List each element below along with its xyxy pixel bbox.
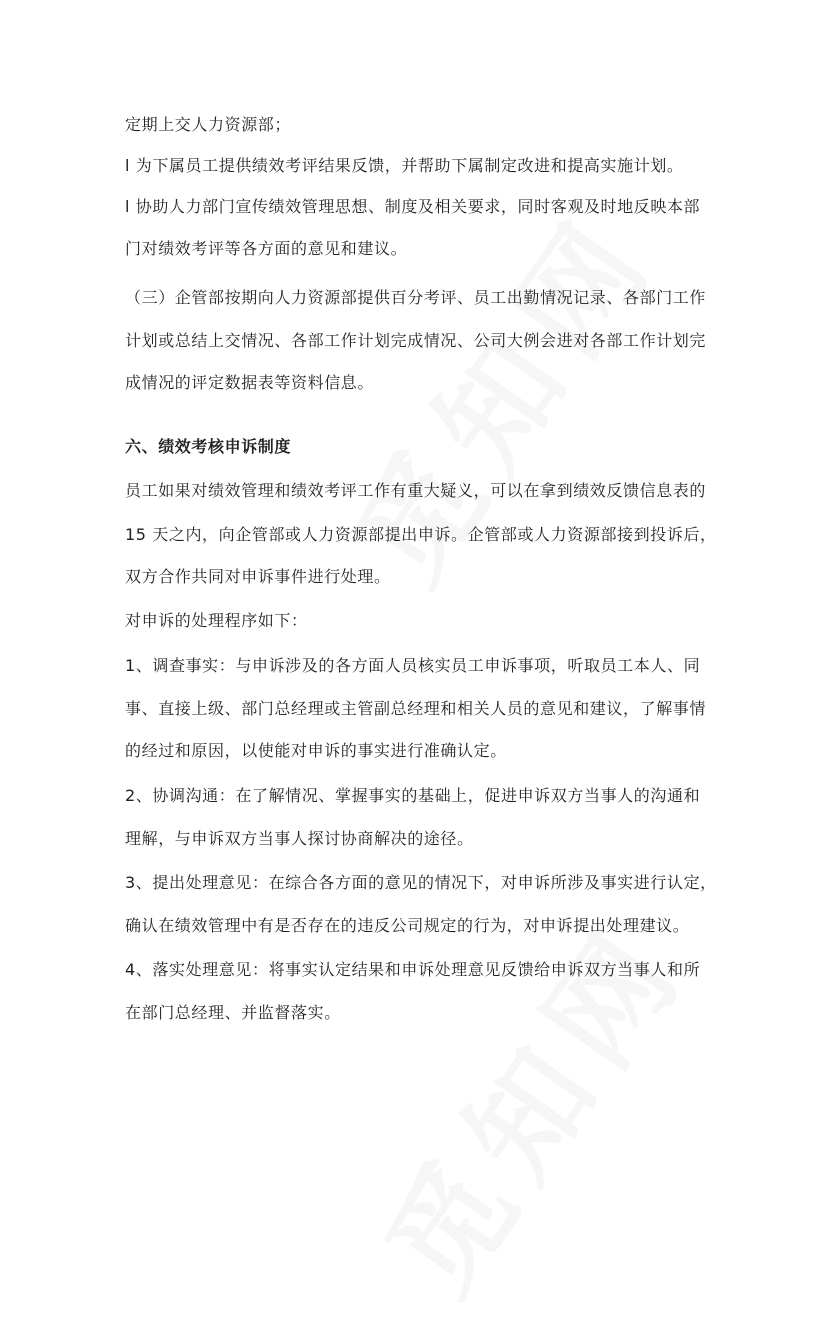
paragraph-line: 员工如果对绩效管理和绩效考评工作有重大疑义，可以在拿到绩效反馈信息表的 [125, 481, 707, 500]
bullet-item: l 为下属员工提供绩效考评结果反馈，并帮助下属制定改进和提高实施计划。 [125, 156, 684, 175]
list-item: 2、协调沟通：在了解情况、掌握事实的基础上，促进申诉双方当事人的沟通和 [125, 786, 701, 805]
list-item-continuation: 在部门总经理、并监督落实。 [125, 1003, 341, 1022]
list-item: 1、调查事实：与申诉涉及的各方面人员核实员工申诉事项，听取员工本人、同 [125, 656, 701, 675]
section-heading: 六、绩效考核申诉制度 [125, 437, 292, 456]
paragraph-line: 成情况的评定数据表等资料信息。 [125, 373, 375, 392]
list-item: 4、落实处理意见：将事实认定结果和申诉处理意见反馈给申诉双方当事人和所 [125, 960, 701, 979]
list-item-continuation: 事、直接上级、部门总经理或主管副总经理和相关人员的意见和建议，了解事情 [125, 699, 707, 718]
text-line: 定期上交人力资源部； [125, 115, 292, 134]
list-item-continuation: 的经过和原因，以使能对申诉的事实进行准确认定。 [125, 741, 507, 760]
paragraph-line: 对申诉的处理程序如下： [125, 611, 308, 630]
paragraph-line: （三）企管部按期向人力资源部提供百分考评、员工出勤情况记录、各部门工作 [125, 288, 707, 307]
paragraph-line: 计划或总结上交情况、各部工作计划完成情况、公司大例会进对各部工作计划完 [125, 331, 707, 350]
text-line: 门对绩效考评等各方面的意见和建议。 [125, 239, 408, 258]
bullet-item: l 协助人力部门宣传绩效管理思想、制度及相关要求，同时客观及时地反映本部 [125, 197, 701, 216]
paragraph-line: 15 天之内，向企管部或人力资源部提出申诉。企管部或人力资源部接到投诉后， [125, 525, 717, 544]
list-item-continuation: 确认在绩效管理中有是否存在的违反公司规定的行为，对申诉提出处理建议。 [125, 916, 690, 935]
list-item: 3、提出处理意见：在综合各方面的意见的情况下，对申诉所涉及事实进行认定， [125, 873, 717, 892]
watermark [338, 881, 743, 1339]
paragraph-line: 双方合作共同对申诉事件进行处理。 [125, 567, 391, 586]
list-item-continuation: 理解，与申诉双方当事人探讨协商解决的途径。 [125, 829, 474, 848]
